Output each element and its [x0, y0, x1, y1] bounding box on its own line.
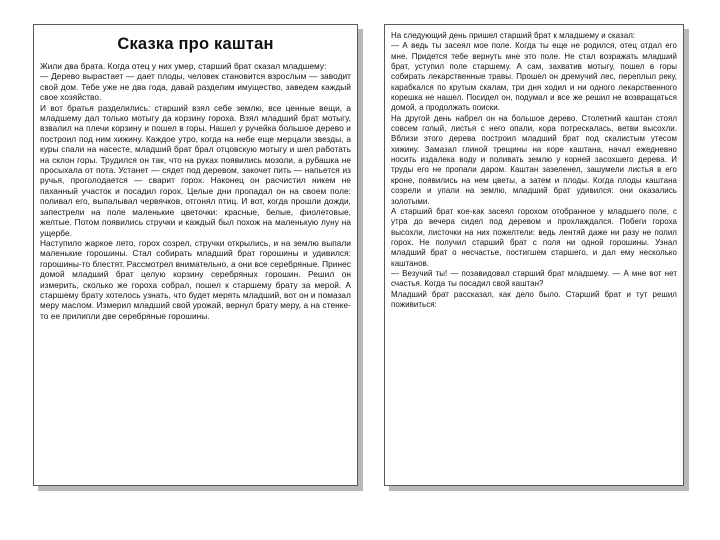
paragraph: — Дерево вырастает — дает плоды, человек становится взрослым — заводит свой дом. Тебе уже не два года, давай разделим имущество, заведем каждый свое хозяйство. — [40, 71, 351, 103]
story-title: Сказка про каштан — [117, 35, 274, 53]
paragraph: На следующий день пришел старший брат к младшему и сказал: — [391, 31, 636, 40]
paragraph: Младший брат рассказал, как дело было. Старший брат и тут решил поживиться: — [391, 289, 677, 309]
page-right — [384, 24, 684, 486]
paragraph: — Везучий ты! — позавидовал старший брат младшему. — А мне вот нет счастья. Когда ты посадил свой каштан? — [391, 268, 677, 289]
paragraph: Жили два брата. Когда отец у них умер, старший брат сказал младшему: — [40, 61, 327, 71]
page-left — [33, 24, 358, 486]
paragraph: — А ведь ты засеял мое поле. Когда ты еще не родился, отец отдал его мне. Придется тебе вернуть мне это поле. Не стал возражать младший брат, уступил поле старшему. А сам, захватив мотыгу, пошел в горы собирать лекарственные травы. Прошел он дремучий лес, переплыл реку, карабкался по крутым скалам, три дня ходил и ни одного лекарственного корешка не нашел. Посидел он, подумал и все же решил не возвращаться домой, а продолжать поиски. — [391, 41, 677, 113]
paragraph: И вот братья разделились: старший взял себе землю, все ценные вещи, а младшему дал только мотыгу да корзину гороха. Взял младший брат мотыгу, взвалил на плечи корзину и пошел в горы. Нашел у ручейка большое дерево и построил под ним хижину. Каждое утро, когда на небе еще мерцали звезды, а куры спали на насесте, младший брат брал отцовскую мотыгу и шел работать на склон горы. Трудился он так, что на руках появились мозоли, а рубашка не просыхала от пота. Устанет — сядет под деревом, закочет пить — напьется из ручья, проголодается — сварит горох. Наконец он расчистил никем не паханный участок и посадил горох. Целые дни пропадал он на своем поле: поливал его, выпалывал червячков, отгонял птиц. И вот, когда прошли дожди, запестрели на поле маленькие цветочки: красные, белые, фиолетовые, желтые. Потом появились стручки и каждый был похож на маленькую луну на ущербе. — [40, 102, 351, 238]
paragraph: На другой день набрел он на большое дерево. Столетний каштан стоял совсем голый, листья с него опали, кора потрескалась, ветви высохли. Вблизи этого дерева построил младший брат под скалистым утесом хижину. Замазал глиной трещины на коре каштана, начал ежедневно носить издалека воду и поливать землю у корней засохшего дерева. И труды его не пропали даром. Каштан зазеленел, зашумели листья в его кроне, появились на нем цветы, а затем и плоды. Когда плоды каштана созрели и упали на землю, младший брат удивился: они оказались золотыми. — [391, 113, 677, 206]
paragraph: А старший брат кое-как засеял горохом отобранное у младшего поле, с утра до вечера сидел под деревом и прохлаждался. Побеги гороха высохли, листочки на них пожелтели: ведь лентяй даже ни разу не полил горох. Не получил старший брат с поля ни одной горошины. Узнал младший брат о несчастье, постигшем старшего, и дал ему несколько каштанов. — [391, 206, 677, 268]
paragraph: Наступило жаркое лето, горох созрел, стручки открылись, и на землю выпали маленькие горошины. Стал собирать младший брат горошины и удивился: горошины-то блестят. Рассмотрел внимательно, а они все серебряные. Принес домой младший брат целую корзину серебряных горошин. Решил он измерить, сколько же гороха собрал, пошел к старшему брату за мерой. А старшему брату хотелось узнать, что будет мерять младший, вот он и помазал меру маслом. Измерил младший свой урожай, вернул брату меру, а на стенке-то ее прилипли две серебряные горошины. — [40, 237, 351, 321]
